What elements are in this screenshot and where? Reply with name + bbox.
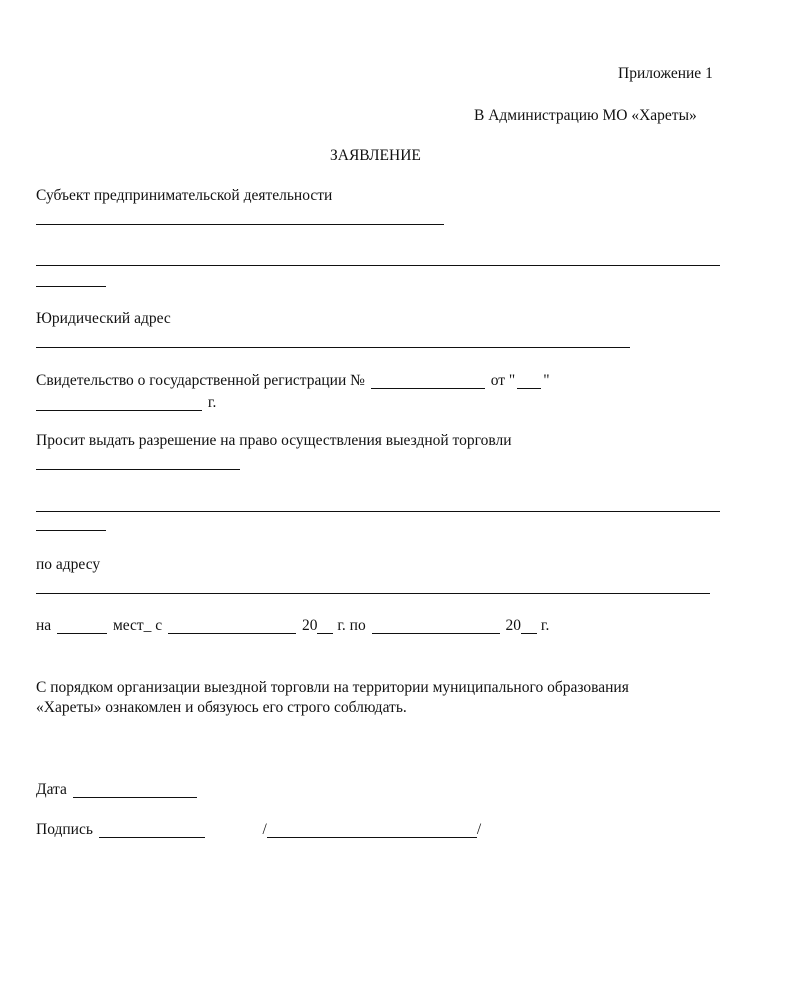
date-label: Дата — [36, 781, 67, 798]
certificate-day-field[interactable] — [517, 388, 541, 389]
certificate-from: от — [490, 372, 506, 389]
places-prefix: на — [36, 617, 52, 634]
start-year-field[interactable] — [317, 633, 333, 634]
start-date-field[interactable] — [168, 633, 296, 634]
date-row — [36, 780, 199, 799]
year-20-end: 20 — [505, 617, 521, 634]
request-input-line-2[interactable] — [36, 511, 720, 512]
certificate-month-field[interactable] — [36, 410, 202, 411]
year-20-start: 20 — [301, 617, 318, 634]
legal-address-label: Юридический адрес — [36, 310, 171, 327]
year-g-to: г. по — [337, 617, 366, 634]
from-word: с — [155, 617, 163, 634]
agreement-line-1: С порядком организации выездной торговли на территории муниципального образования — [36, 679, 629, 696]
year-suffix: г. — [207, 394, 217, 411]
subject-input-line-3[interactable] — [36, 286, 106, 287]
date-field[interactable] — [73, 797, 197, 798]
document-title: ЗАЯВЛЕНИЕ — [330, 147, 421, 164]
certificate-number-field[interactable] — [371, 388, 485, 389]
appendix-label: Приложение 1 — [618, 65, 713, 82]
end-year-field[interactable] — [521, 633, 537, 634]
end-date-field[interactable] — [372, 633, 500, 634]
address-input-line[interactable] — [36, 593, 710, 594]
signature-label: Подпись — [36, 821, 93, 838]
subject-input-line[interactable] — [36, 224, 444, 225]
places-count-field[interactable] — [57, 633, 107, 634]
subject-input-line-2[interactable] — [36, 265, 720, 266]
slash-open: / — [262, 821, 267, 838]
slash-close: / — [476, 821, 482, 838]
certificate-label: Свидетельство о государственной регистрации № — [36, 372, 365, 389]
places-dates-row — [36, 616, 549, 635]
certificate-date-row — [36, 393, 216, 412]
quote-close: " — [543, 372, 550, 389]
signature-row — [36, 820, 481, 839]
year-g-end: г. — [540, 617, 550, 634]
request-label: Просит выдать разрешение на право осуществления выездной торговли — [36, 432, 512, 449]
addressee: В Администрацию МО «Хареты» — [474, 107, 697, 124]
signature-name-field[interactable] — [267, 837, 477, 838]
certificate-row — [36, 371, 550, 390]
agreement-line-2: «Хареты» ознакомлен и обязуюсь его строго соблюдать. — [36, 699, 407, 716]
subject-label: Субъект предпринимательской деятельности — [36, 187, 333, 204]
quote-open: " — [508, 372, 516, 389]
signature-field[interactable] — [99, 837, 205, 838]
legal-address-input-line[interactable] — [36, 347, 630, 348]
address-label: по адресу — [36, 556, 101, 573]
request-input-line[interactable] — [36, 469, 240, 470]
request-input-line-3[interactable] — [36, 530, 106, 531]
places-word: мест_ — [112, 617, 152, 634]
